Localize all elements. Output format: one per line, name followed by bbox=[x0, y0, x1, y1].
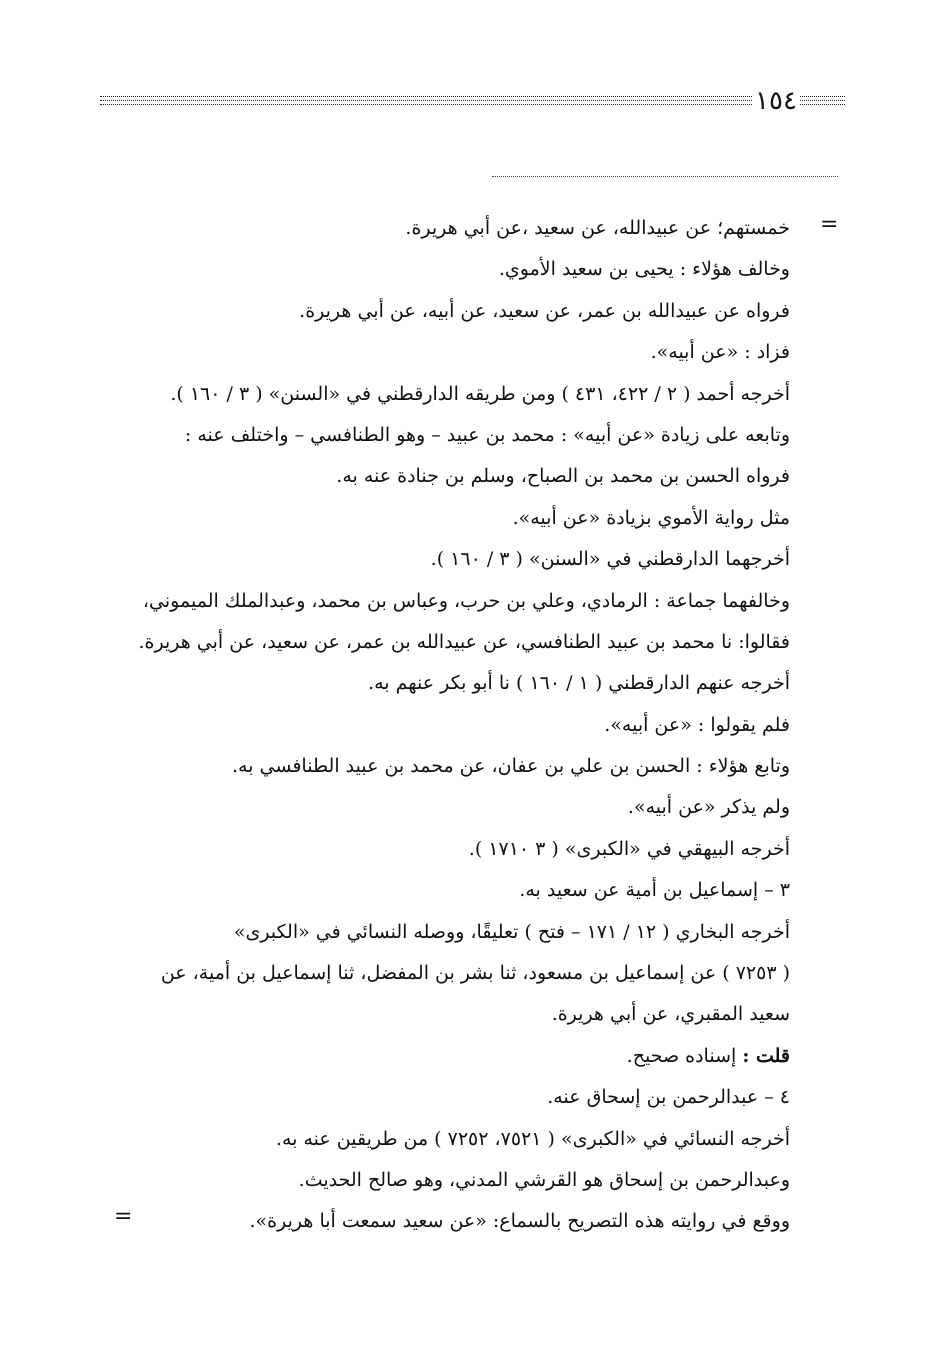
header-rule-right-2 bbox=[800, 100, 845, 101]
line-text: أخرجهما الدارقطني في «السنن» ( ٣ / ١٦٠ ). bbox=[430, 548, 790, 571]
bold-prefix: قلت : bbox=[742, 1044, 790, 1067]
page-number: ١٥٤ bbox=[755, 86, 797, 116]
text-line bbox=[130, 1077, 790, 1118]
text-line bbox=[130, 1201, 790, 1242]
header-rule-left-3 bbox=[100, 104, 752, 105]
text-line bbox=[130, 415, 790, 456]
line-text: وخالفهما جماعة : الرمادي، وعلي بن حرب، وعباس بن محمد، وعبدالملك الميموني، bbox=[142, 589, 790, 612]
text-line bbox=[130, 208, 790, 249]
line-text: ٤ – عبدالرحمن بن إسحاق عنه. bbox=[547, 1086, 790, 1109]
line-text: فرواه الحسن بن محمد بن الصباح، وسلم بن جنادة عنه به. bbox=[336, 465, 790, 488]
text-line bbox=[130, 994, 790, 1035]
text-line bbox=[130, 705, 790, 746]
text-line bbox=[130, 622, 790, 663]
continuation-mark-bottom: = bbox=[114, 1204, 133, 1229]
text-line bbox=[130, 829, 790, 870]
line-text: مثل رواية الأموي بزيادة «عن أبيه». bbox=[512, 506, 790, 529]
line-text: فرواه عن عبيدالله بن عمر، عن سعيد، عن أبيه، عن أبي هريرة. bbox=[299, 299, 790, 322]
text-line bbox=[130, 1119, 790, 1160]
text-line bbox=[130, 787, 790, 828]
line-text: أخرجه النسائي في «الكبرى» ( ٧٥٢١، ٧٢٥٢ ) من طريقين عنه به. bbox=[275, 1127, 790, 1150]
header-rule-right-3 bbox=[800, 104, 845, 105]
line-text: فقالوا: نا محمد بن عبيد الطنافسي، عن عبيدالله بن عمر، عن سعيد، عن أبي هريرة. bbox=[138, 630, 790, 653]
body-text bbox=[130, 208, 790, 1243]
header-rule-left bbox=[100, 96, 752, 97]
text-line bbox=[130, 953, 790, 994]
line-text: سعيد المقبري، عن أبي هريرة. bbox=[551, 1003, 790, 1026]
text-line bbox=[130, 663, 790, 704]
footnote-separator bbox=[492, 176, 838, 177]
text-line bbox=[130, 291, 790, 332]
text-line bbox=[130, 332, 790, 373]
line-text: وتابعه على زيادة «عن أبيه» : محمد بن عبيد – وهو الطنافسي – واختلف عنه : bbox=[184, 423, 790, 446]
line-text: وعبدالرحمن بن إسحاق هو القرشي المدني، وهو صالح الحديث. bbox=[298, 1168, 790, 1191]
text-line bbox=[130, 581, 790, 622]
text-line bbox=[130, 870, 790, 911]
line-text: إسناده صحيح. bbox=[626, 1044, 737, 1067]
line-text: ٣ – إسماعيل بن أمية عن سعيد به. bbox=[519, 879, 790, 902]
text-line bbox=[130, 912, 790, 953]
header-rule-right bbox=[800, 96, 845, 97]
line-text: أخرجه أحمد ( ٢ / ٤٢٢، ٤٣١ ) ومن طريقه الدارقطني في «السنن» ( ٣ / ١٦٠ ). bbox=[170, 382, 790, 405]
text-line bbox=[130, 456, 790, 497]
text-line bbox=[130, 374, 790, 415]
text-line bbox=[130, 1036, 790, 1077]
line-text: فزاد : «عن أبيه». bbox=[650, 341, 790, 364]
text-line bbox=[130, 249, 790, 290]
continuation-mark-top: = bbox=[820, 212, 839, 237]
line-text: خمستهم؛ عن عبيدالله، عن سعيد ،عن أبي هريرة. bbox=[405, 217, 790, 239]
header-rule-left-2 bbox=[100, 100, 752, 101]
line-text: وتابع هؤلاء : الحسن بن علي بن عفان، عن محمد بن عبيد الطنافسي به. bbox=[232, 755, 790, 778]
text-line bbox=[130, 746, 790, 787]
line-text: فلم يقولوا : «عن أبيه». bbox=[604, 713, 790, 736]
line-text: ولم يذكر «عن أبيه». bbox=[627, 796, 790, 819]
line-text: ( ٧٢٥٣ ) عن إسماعيل بن مسعود، ثنا بشر بن المفضل، ثنا إسماعيل بن أمية، عن bbox=[160, 962, 790, 985]
line-text: أخرجه البيهقي في «الكبرى» ( ٣ ١٧١٠ ). bbox=[468, 837, 790, 860]
line-text: أخرجه عنهم الدارقطني ( ١ / ١٦٠ ) نا أبو بكر عنهم به. bbox=[368, 672, 790, 695]
line-text: وخالف هؤلاء : يحيى بن سعيد الأموي. bbox=[498, 258, 790, 281]
page-header bbox=[100, 86, 845, 116]
text-line bbox=[130, 539, 790, 580]
text-line bbox=[130, 1160, 790, 1201]
line-text: ووقع في روايته هذه التصريح بالسماع: «عن سعيد سمعت أبا هريرة». bbox=[249, 1210, 790, 1233]
text-line bbox=[130, 498, 790, 539]
line-text: أخرجه البخاري ( ١٢ / ١٧١ – فتح ) تعليقًا، ووصله النسائي في «الكبرى» bbox=[233, 920, 790, 943]
